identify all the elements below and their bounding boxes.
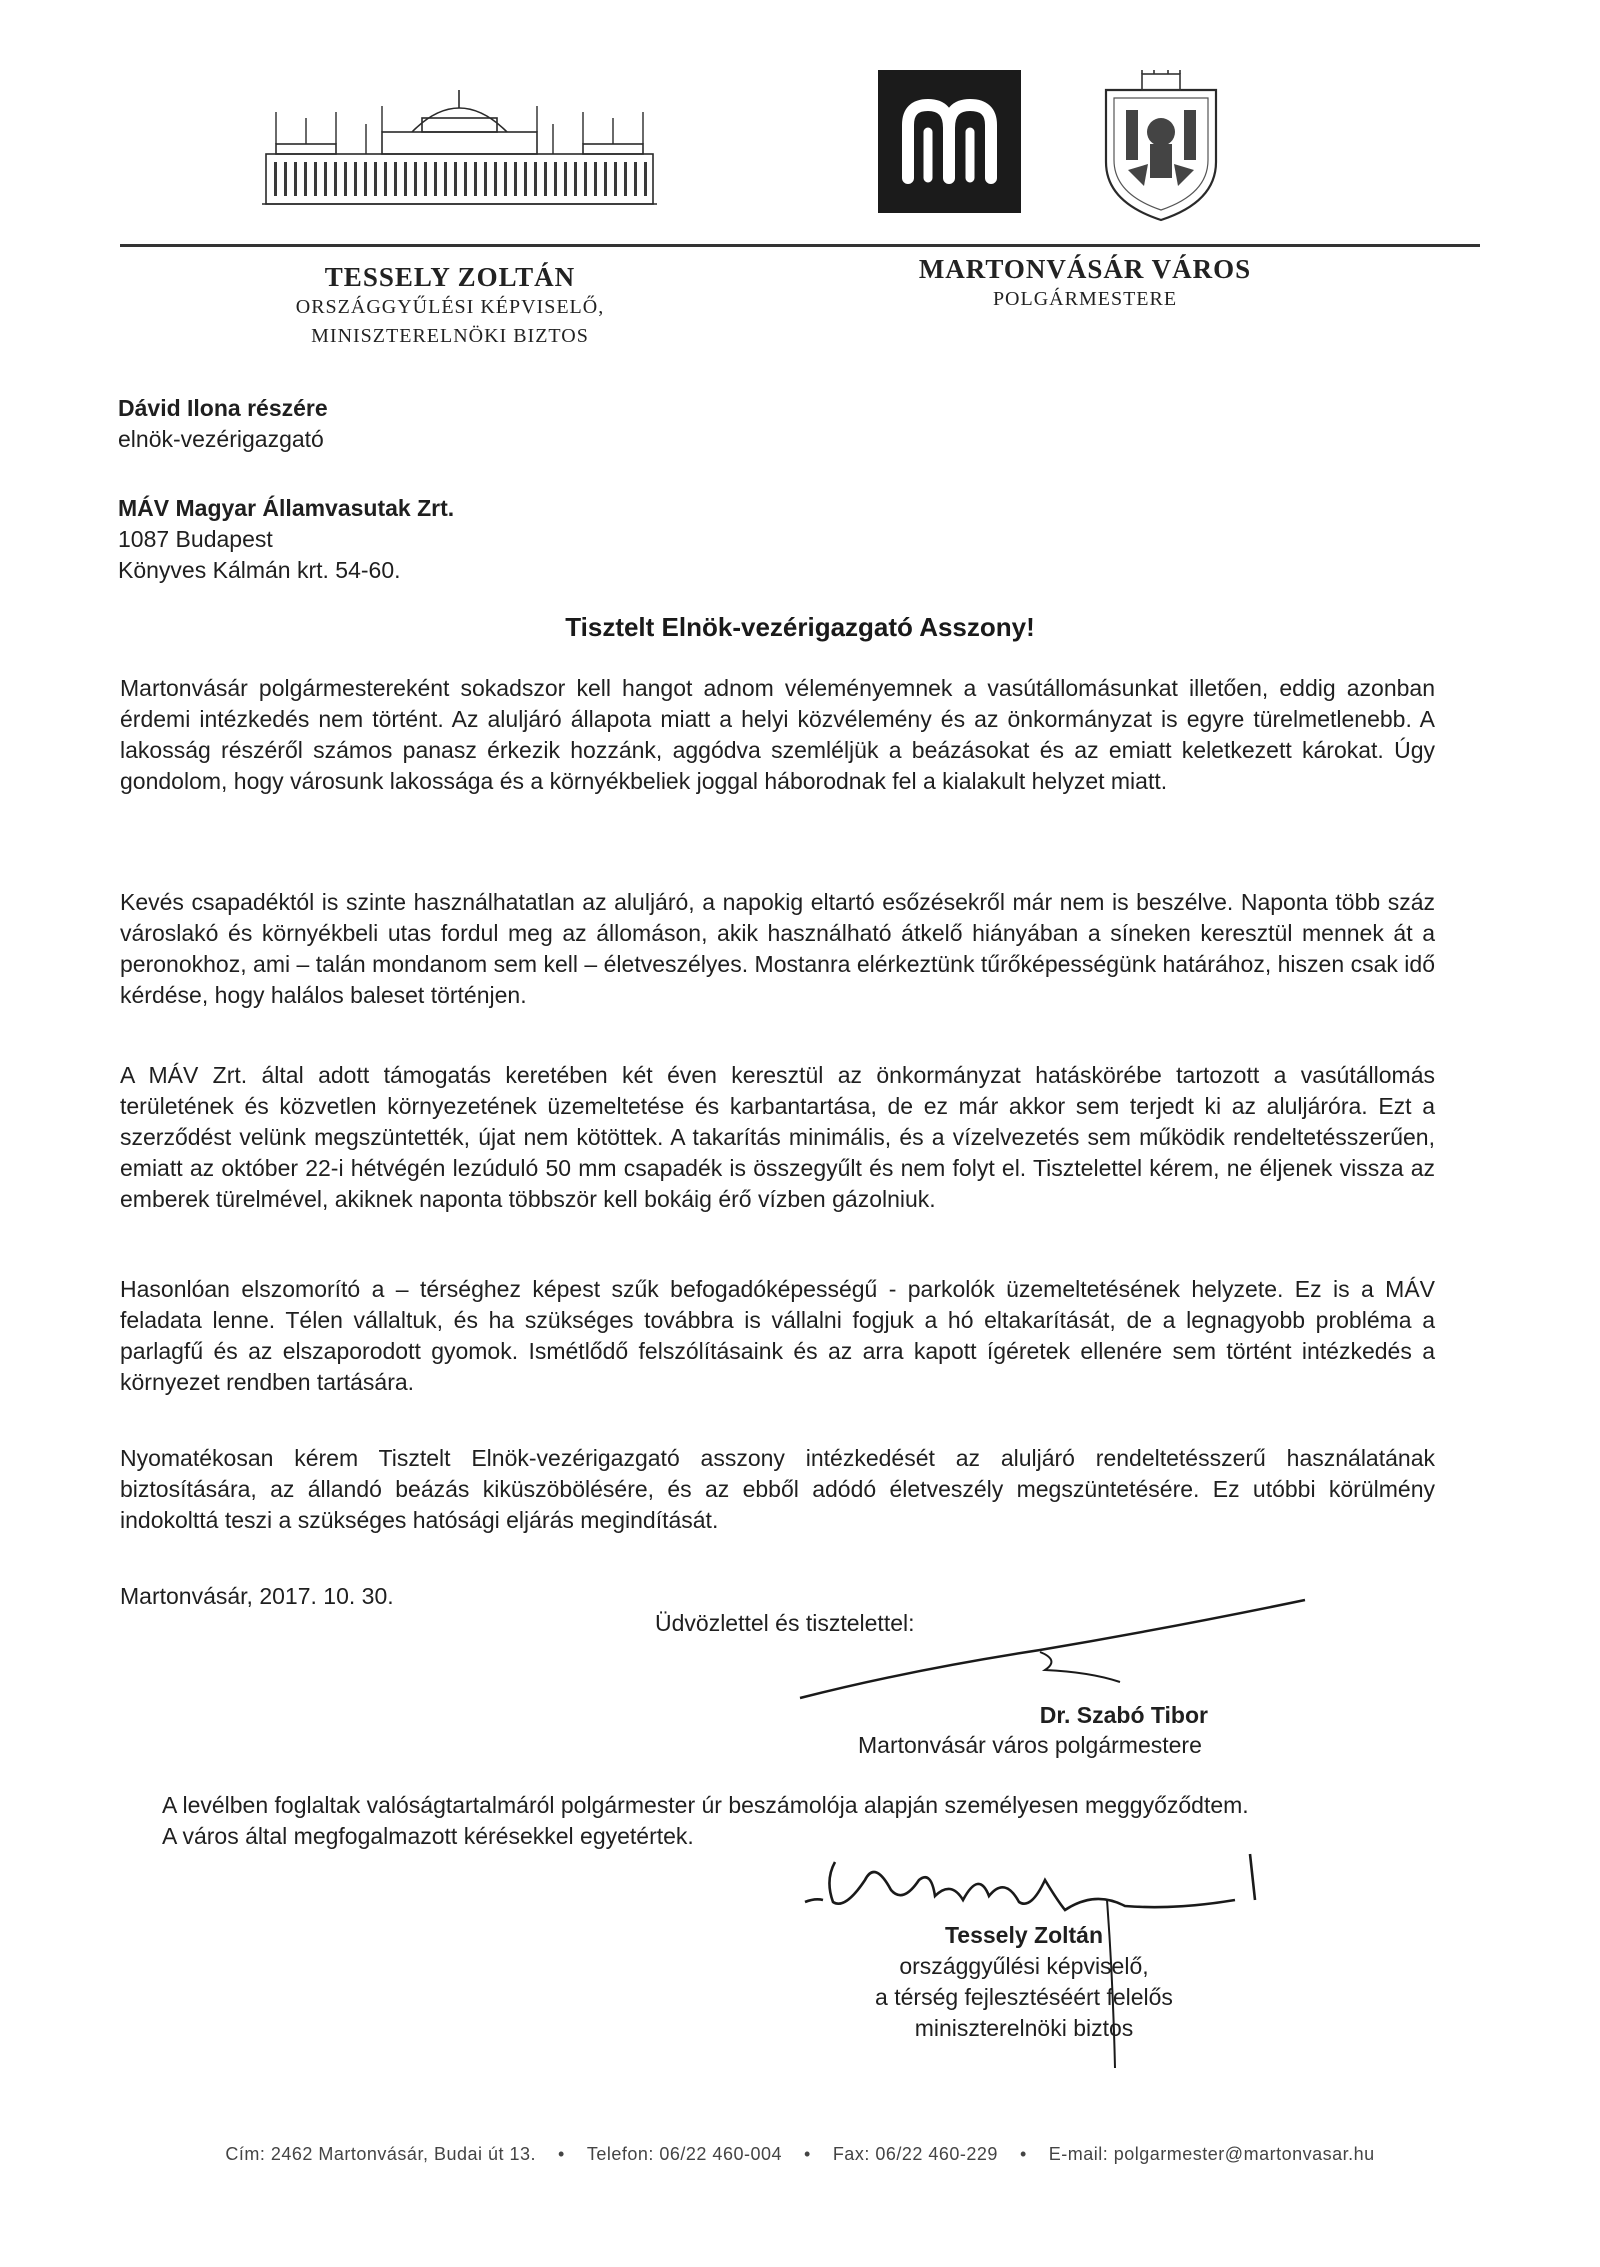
closing-line: Üdvözlettel és tisztelettel: (655, 1610, 915, 1636)
footer-email: E-mail: polgarmester@martonvasar.hu (1048, 2144, 1375, 2164)
signer-1-title: Martonvásár város polgármestere (858, 1732, 1202, 1758)
signer-2-title-1: országgyűlési képviselő, (899, 1953, 1149, 1979)
header-divider (120, 244, 1480, 247)
parliament-building-icon (262, 88, 657, 208)
paragraph-3: A MÁV Zrt. által adott támogatás keretében két éven keresztül az önkormányzat hatáskörébe tartozott a vasútállomás területének és közvetlen környezetének üzemeltetése és karbantartása, de ez már akkor sem terjedt ki az aluljáróra. Ezt a szerződést velünk megszüntették, újat nem kötöttek. A takarítás minimális, és a vízelvezetés sem működik rendeltetésszerűen, emiatt az október 22-i hétvégén lezúduló 50 mm csapadék is összegyűlt és nem folyt el. Tisztelettel kérem, ne éljenek vissza az emberek türelmével, akiknek naponta többször kell bokáig érő vízben gázolniuk. (120, 1062, 1435, 1212)
signer-2-name: Tessely Zoltán (944, 1922, 1104, 1948)
paragraph-4: Hasonlóan elszomorító a – térséghez képest szűk befogadóképességű - parkolók üzemeltetésének helyzete. Ez is a MÁV feladata lenne. Télen vállaltuk, és ha szükséges továbbra is vállalni fogjuk a hó eltakarítását, de a legnagyobb probléma a parlagfű és az elszaporodott gyomok. Ismétlődő felszólításaink és az arra kapott ígéretek ellenére sem történt intézkedés a környezet rendben tartására. (120, 1276, 1435, 1395)
recipient-city: 1087 Budapest (118, 526, 273, 552)
sender-title-2: MINISZTERELNÖKI BIZTOS (311, 325, 589, 347)
city-logo-icon (878, 70, 1021, 213)
sender-name: TESSELY ZOLTÁN (324, 262, 576, 292)
footer-fax: Fax: 06/22 460-229 (832, 2144, 998, 2164)
footer-phone: Telefon: 06/22 460-004 (586, 2144, 782, 2164)
salutation: Tisztelt Elnök-vezérigazgató Asszony! (565, 612, 1035, 642)
city-header (835, 254, 1335, 314)
paragraph-5: Nyomatékosan kérem Tisztelt Elnök-vezérigazgató asszony intézkedését az aluljáró rendeltetésszerű használatának biztosítására, az állandó beázás kiküszöbölésére, és az ebből adódó életveszély megszüntetésére. Ez utóbbi körülmény indokolttá teszi a szükséges hatósági eljárás megindítását. (120, 1445, 1435, 1533)
sender-header (205, 262, 695, 351)
paragraph-2: Kevés csapadéktól is szinte használhatatlan az aluljáró, a napokig eltartó esőzésekről már nem is beszélve. Naponta több száz városlakó és környékbeli utas fordul meg az állomáson, akik használható átkelő hiányában a síneken keresztül mennek át a peronokhoz, ami – talán mondanom sem kell – életveszélyes. Mostanra elérkeztünk tűrőképességünk határához, hiszen csak idő kérdése, hogy halálos baleset történjen. (120, 889, 1435, 1008)
endorsement-line-2: A város által megfogalmazott kérésekkel egyetértek. (162, 1823, 694, 1849)
recipient-block (118, 393, 1018, 586)
letter-footer: Cím: 2462 Martonvásár, Budai út 13. • Telefon: 06/22 460-004 • Fax: 06/22 460-229 • E-mail: polgarmester@martonvasar.hu (225, 2144, 1375, 2164)
letter-date: Martonvásár, 2017. 10. 30. (120, 1583, 394, 1609)
sender-title-1: ORSZÁGGYŰLÉSI KÉPVISELŐ, (295, 296, 605, 318)
signer-2-title-2: a térség fejlesztéséért felelős (875, 1984, 1173, 2010)
footer-address: Cím: 2462 Martonvásár, Budai út 13. (225, 2144, 537, 2164)
signer-2-title-3: miniszterelnöki biztos (914, 2015, 1134, 2041)
recipient-title: elnök-vezérigazgató (118, 426, 324, 452)
paragraph-1: Martonvásár polgármestereként sokadszor kell hangot adnom véleményemnek a vasútállomásunkat illetően, eddig azonban érdemi intézkedés nem történt. Az aluljáró állapota miatt a helyi közvélemény és az önkormányzat is egyre türelmetlenebb. A lakosság részéről számos panasz érkezik hozzánk, aggódva szemléljük a beázásokat és az emiatt keletkezett károkat. Úgy gondolom, hogy városunk lakossága és a környékbeliek joggal háborodnak fel a kialakult helyzet miatt. (120, 675, 1435, 794)
signer-1-name: Dr. Szabó Tibor (1039, 1702, 1208, 1728)
city-title: POLGÁRMESTERE (992, 288, 1178, 310)
endorsement-text (162, 1790, 1432, 1852)
coat-of-arms-icon (1098, 70, 1224, 222)
city-name: MARTONVÁSÁR VÁROS (918, 254, 1252, 284)
recipient-name: Dávid Ilona részére (118, 395, 328, 421)
recipient-street: Könyves Kálmán krt. 54-60. (118, 557, 401, 583)
endorsement-line-1: A levélben foglaltak valóságtartalmáról polgármester úr beszámolója alapján személyesen meggyőződtem. (162, 1792, 1249, 1818)
recipient-company: MÁV Magyar Államvasutak Zrt. (118, 495, 455, 521)
signer-2-block (800, 1920, 1248, 2044)
